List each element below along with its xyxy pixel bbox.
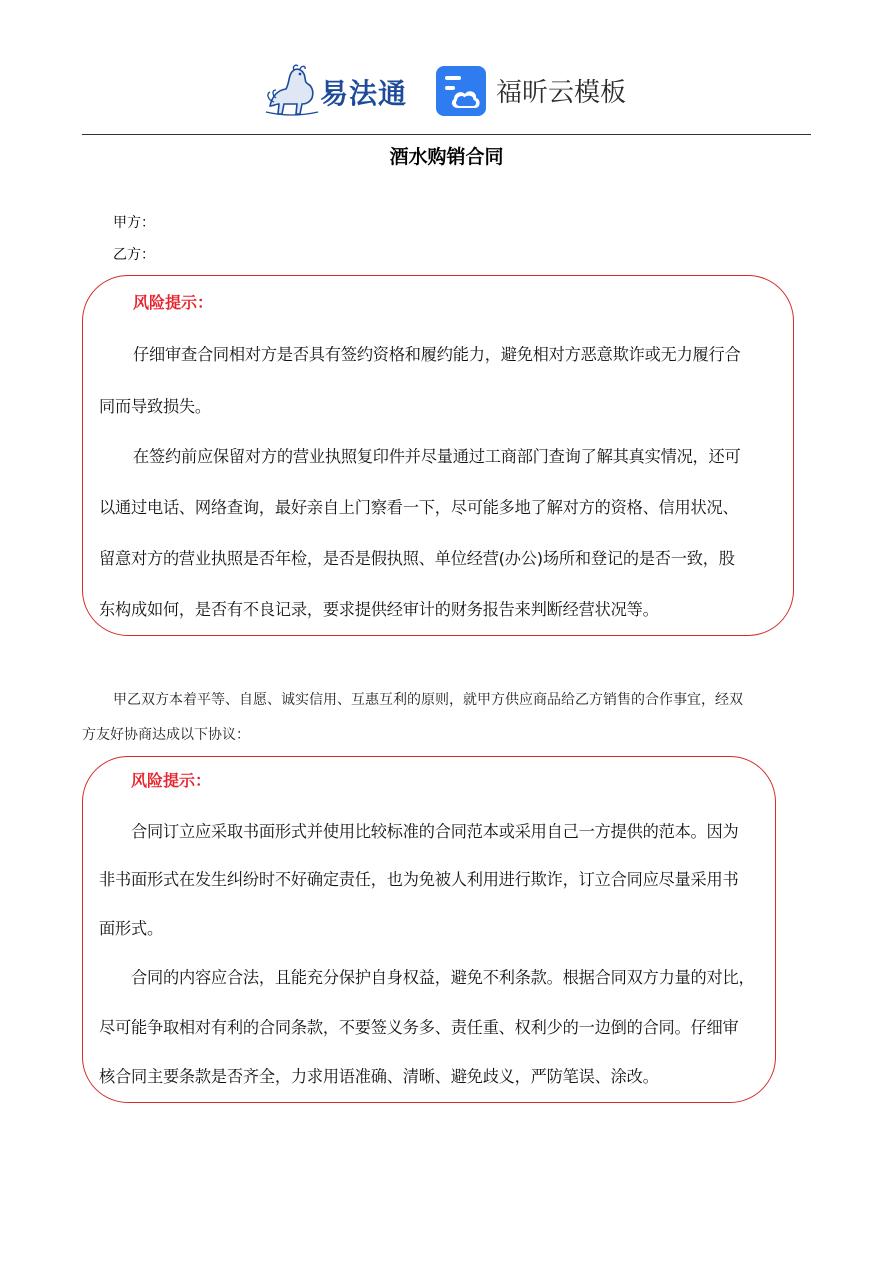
header-logos <box>0 58 893 128</box>
document-title: 酒水购销合同 <box>389 146 504 168</box>
logo-left-text: 易法通 <box>320 77 408 110</box>
cloud-document-icon <box>436 66 486 116</box>
party-a-label: 甲方： <box>113 215 155 231</box>
risk-text-line: 东构成如何，是否有不良记录，要求提供经审计的财务报告来判断经营状况等。 <box>99 600 659 619</box>
intro-text-line: 方友好协商达成以下协议： <box>82 727 250 743</box>
risk-text-line: 仔细审查合同相对方是否具有签约资格和履约能力，避免相对方恶意欺诈或无力履行合 <box>133 345 741 364</box>
risk-text-line: 面形式。 <box>99 919 163 938</box>
risk-text-line: 尽可能争取相对有利的合同条款，不要签义务多、责任重、权利少的一边倒的合同。仔细审 <box>99 1018 739 1037</box>
risk-text-line: 合同的内容应合法，且能充分保护自身权益，避免不利条款。根据合同双方力量的对比， <box>131 968 755 987</box>
risk-title-1: 风险提示： <box>133 293 214 312</box>
risk-title-2: 风险提示： <box>131 771 212 790</box>
risk-text-line: 非书面形式在发生纠纷时不好确定责任，也为免被人利用进行欺诈，订立合同应尽量采用书 <box>99 870 739 889</box>
qilin-horse-icon <box>262 62 322 118</box>
party-b-label: 乙方： <box>113 247 155 263</box>
risk-warning-box-2 <box>82 756 776 1103</box>
risk-text-line: 留意对方的营业执照是否年检，是否是假执照、单位经营(办公)场所和登记的是否一致，股 <box>99 549 735 568</box>
header-divider <box>82 134 811 135</box>
yifatong-logo <box>262 62 412 118</box>
risk-text-line: 合同订立应采取书面形式并使用比较标准的合同范本或采用自己一方提供的范本。因为 <box>131 822 739 841</box>
risk-text-line: 核合同主要条款是否齐全，力求用语准确、清晰、避免歧义，严防笔误、涂改。 <box>99 1067 659 1086</box>
risk-text-line: 同而导致损失。 <box>99 397 211 416</box>
intro-text-line: 甲乙双方本着平等、自愿、诚实信用、互惠互利的原则，就甲方供应商品给乙方销售的合作事宜，经双 <box>113 692 743 708</box>
risk-text-line: 以通过电话、网络查询，最好亲自上门察看一下，尽可能多地了解对方的资格、信用状况、 <box>99 498 739 517</box>
logo-right-text: 福昕云模板 <box>496 78 627 108</box>
risk-text-line: 在签约前应保留对方的营业执照复印件并尽量通过工商部门查询了解其真实情况，还可 <box>133 447 741 466</box>
